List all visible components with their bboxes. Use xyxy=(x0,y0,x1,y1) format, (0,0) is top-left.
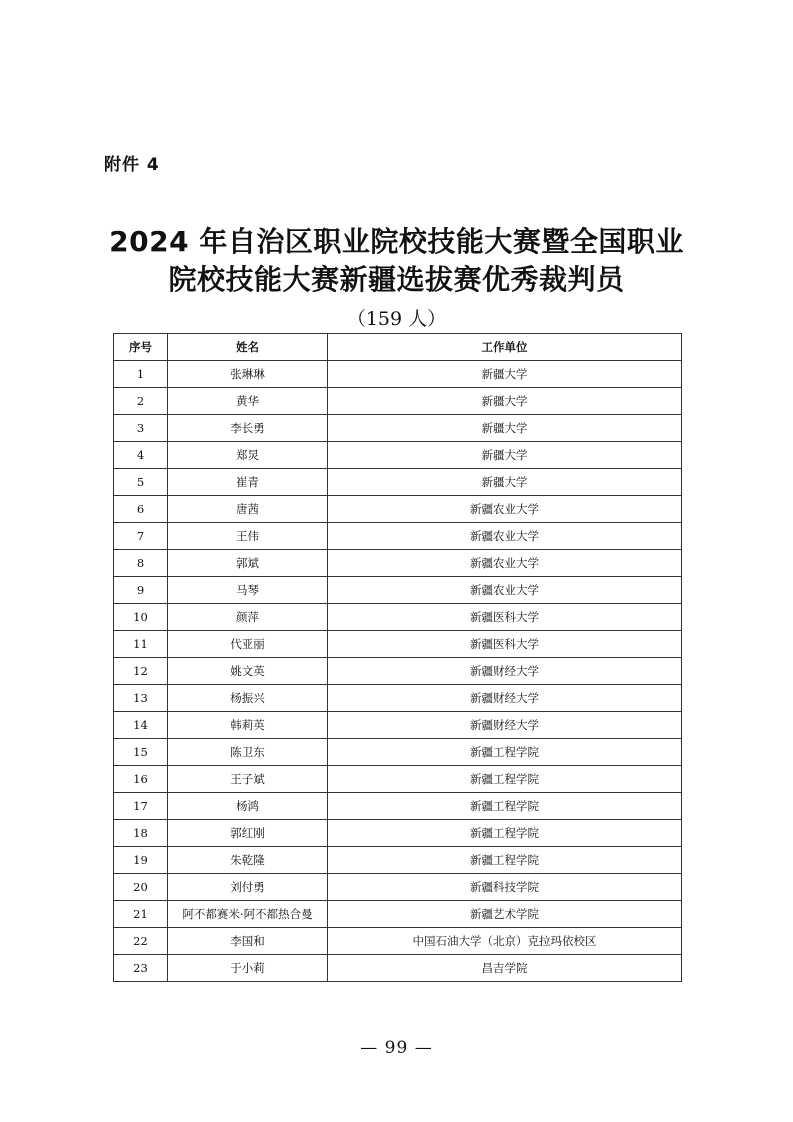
attachment-label: 附件 4 xyxy=(104,155,160,175)
table-row xyxy=(114,955,682,982)
cell-work-unit: 新疆大学 xyxy=(328,388,682,415)
cell-work-unit: 新疆工程学院 xyxy=(328,793,682,820)
cell-work-unit: 新疆财经大学 xyxy=(328,712,682,739)
page-number: — 99 — xyxy=(360,1038,433,1058)
cell-work-unit: 新疆医科大学 xyxy=(328,604,682,631)
cell-name: 李长勇 xyxy=(168,415,328,442)
cell-serial-number: 18 xyxy=(114,820,168,847)
table-row xyxy=(114,523,682,550)
table-row xyxy=(114,928,682,955)
cell-name: 郭斌 xyxy=(168,550,328,577)
table-row xyxy=(114,766,682,793)
cell-name: 阿不都赛米·阿不都热合曼 xyxy=(168,901,328,928)
cell-name: 刘付勇 xyxy=(168,874,328,901)
cell-name: 颜萍 xyxy=(168,604,328,631)
table-header-row xyxy=(114,334,682,361)
header-serial-number: 序号 xyxy=(114,334,168,361)
cell-work-unit: 中国石油大学（北京）克拉玛依校区 xyxy=(328,928,682,955)
cell-serial-number: 21 xyxy=(114,901,168,928)
cell-name: 郭红刚 xyxy=(168,820,328,847)
table-row xyxy=(114,793,682,820)
cell-serial-number: 19 xyxy=(114,847,168,874)
table-row xyxy=(114,658,682,685)
table-row xyxy=(114,685,682,712)
cell-serial-number: 14 xyxy=(114,712,168,739)
table-row xyxy=(114,469,682,496)
table-row xyxy=(114,847,682,874)
cell-serial-number: 9 xyxy=(114,577,168,604)
cell-name: 唐茜 xyxy=(168,496,328,523)
table-row xyxy=(114,712,682,739)
cell-serial-number: 20 xyxy=(114,874,168,901)
cell-serial-number: 12 xyxy=(114,658,168,685)
cell-name: 马琴 xyxy=(168,577,328,604)
cell-serial-number: 10 xyxy=(114,604,168,631)
cell-name: 王伟 xyxy=(168,523,328,550)
cell-work-unit: 新疆大学 xyxy=(328,469,682,496)
cell-work-unit: 新疆工程学院 xyxy=(328,847,682,874)
cell-serial-number: 17 xyxy=(114,793,168,820)
table-row xyxy=(114,415,682,442)
cell-name: 姚文英 xyxy=(168,658,328,685)
table-row xyxy=(114,496,682,523)
header-name: 姓名 xyxy=(168,334,328,361)
cell-name: 朱乾隆 xyxy=(168,847,328,874)
cell-work-unit: 新疆财经大学 xyxy=(328,685,682,712)
cell-serial-number: 4 xyxy=(114,442,168,469)
cell-work-unit: 新疆农业大学 xyxy=(328,577,682,604)
judge-count-note: （159 人） xyxy=(346,308,447,330)
document-title-line-1: 2024 年自治区职业院校技能大赛暨全国职业 xyxy=(109,225,684,258)
cell-work-unit: 新疆农业大学 xyxy=(328,496,682,523)
table-row xyxy=(114,550,682,577)
cell-work-unit: 新疆大学 xyxy=(328,361,682,388)
cell-name: 陈卫东 xyxy=(168,739,328,766)
cell-work-unit: 昌吉学院 xyxy=(328,955,682,982)
cell-serial-number: 22 xyxy=(114,928,168,955)
cell-work-unit: 新疆大学 xyxy=(328,442,682,469)
cell-name: 李国和 xyxy=(168,928,328,955)
cell-work-unit: 新疆财经大学 xyxy=(328,658,682,685)
cell-serial-number: 13 xyxy=(114,685,168,712)
cell-name: 王子斌 xyxy=(168,766,328,793)
cell-serial-number: 6 xyxy=(114,496,168,523)
table-row xyxy=(114,388,682,415)
cell-work-unit: 新疆工程学院 xyxy=(328,739,682,766)
cell-serial-number: 15 xyxy=(114,739,168,766)
table-row xyxy=(114,631,682,658)
cell-name: 黄华 xyxy=(168,388,328,415)
cell-work-unit: 新疆医科大学 xyxy=(328,631,682,658)
cell-name: 杨振兴 xyxy=(168,685,328,712)
table-row xyxy=(114,577,682,604)
cell-serial-number: 8 xyxy=(114,550,168,577)
document-title-line-2: 院校技能大赛新疆选拔赛优秀裁判员 xyxy=(168,263,625,296)
cell-serial-number: 2 xyxy=(114,388,168,415)
table-row xyxy=(114,604,682,631)
cell-name: 杨鸿 xyxy=(168,793,328,820)
cell-serial-number: 23 xyxy=(114,955,168,982)
table-row xyxy=(114,361,682,388)
table-row xyxy=(114,874,682,901)
cell-name: 郑炅 xyxy=(168,442,328,469)
cell-serial-number: 3 xyxy=(114,415,168,442)
cell-serial-number: 5 xyxy=(114,469,168,496)
cell-work-unit: 新疆农业大学 xyxy=(328,550,682,577)
judges-table xyxy=(113,333,682,982)
cell-name: 代亚丽 xyxy=(168,631,328,658)
header-work-unit: 工作单位 xyxy=(328,334,682,361)
table-row xyxy=(114,442,682,469)
cell-work-unit: 新疆科技学院 xyxy=(328,874,682,901)
table-row xyxy=(114,739,682,766)
cell-serial-number: 11 xyxy=(114,631,168,658)
cell-name: 于小莉 xyxy=(168,955,328,982)
cell-name: 韩莉英 xyxy=(168,712,328,739)
cell-work-unit: 新疆工程学院 xyxy=(328,766,682,793)
cell-work-unit: 新疆艺术学院 xyxy=(328,901,682,928)
cell-name: 崔青 xyxy=(168,469,328,496)
cell-work-unit: 新疆农业大学 xyxy=(328,523,682,550)
cell-serial-number: 7 xyxy=(114,523,168,550)
cell-work-unit: 新疆大学 xyxy=(328,415,682,442)
cell-name: 张琳琳 xyxy=(168,361,328,388)
table-row xyxy=(114,901,682,928)
cell-serial-number: 16 xyxy=(114,766,168,793)
cell-serial-number: 1 xyxy=(114,361,168,388)
cell-work-unit: 新疆工程学院 xyxy=(328,820,682,847)
table-row xyxy=(114,820,682,847)
